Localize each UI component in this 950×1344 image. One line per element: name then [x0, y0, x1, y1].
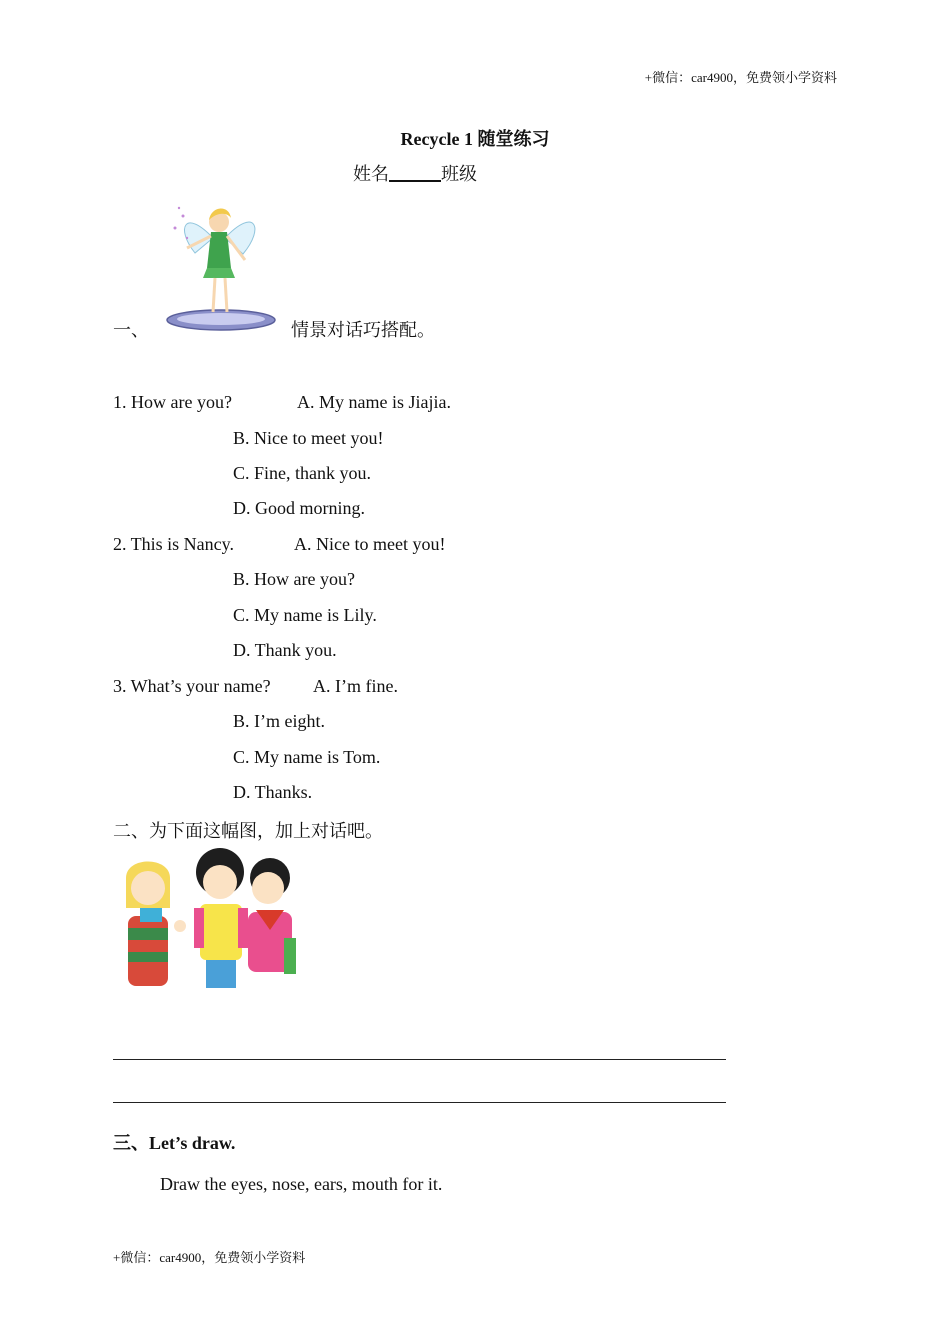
fairy-illustration — [165, 198, 277, 332]
name-blank[interactable] — [389, 164, 441, 182]
children-talking-illustration — [118, 848, 300, 990]
question-3-option-b: B. I’m eight. — [233, 711, 325, 731]
question-1-prompt: 1. How are you? — [113, 392, 232, 412]
answer-line-1[interactable] — [113, 1059, 726, 1060]
question-3-prompt: 3. What’s your name? — [113, 676, 271, 696]
section3-instruction: Draw the eyes, nose, ears, mouth for it. — [160, 1174, 443, 1194]
question-2-option-d: D. Thank you. — [233, 640, 337, 660]
question-2-prompt: 2. This is Nancy. — [113, 534, 234, 554]
question-1-option-a: A. My name is Jiajia. — [297, 392, 451, 412]
question-3-option-c: C. My name is Tom. — [233, 747, 381, 767]
header-note: +微信：car4900，免费领小学资料 — [644, 70, 837, 85]
footer-note: +微信：car4900，免费领小学资料 — [113, 1250, 306, 1265]
question-3-option-d: D. Thanks. — [233, 782, 313, 802]
name-label: 姓名 — [353, 164, 389, 184]
worksheet-title: Recycle 1 随堂练习 — [400, 129, 550, 149]
question-2-option-b: B. How are you? — [233, 569, 355, 589]
question-1-option-b: B. Nice to meet you! — [233, 428, 384, 448]
section1-instruction: 情景对话巧搭配。 — [291, 320, 435, 340]
name-class-field — [353, 160, 477, 186]
question-2-option-a: A. Nice to meet you! — [294, 534, 446, 554]
question-3-option-a: A. I’m fine. — [313, 676, 398, 696]
section2-heading: 二、为下面这幅图，加上对话吧。 — [113, 821, 383, 841]
class-label: 班级 — [441, 164, 477, 184]
question-2-option-c: C. My name is Lily. — [233, 605, 377, 625]
section1-number: 一、 — [113, 320, 149, 340]
question-1-option-d: D. Good morning. — [233, 498, 365, 518]
question-1-option-c: C. Fine, thank you. — [233, 463, 371, 483]
answer-line-2[interactable] — [113, 1102, 726, 1103]
section3-heading: 三、Let’s draw. — [113, 1133, 236, 1153]
